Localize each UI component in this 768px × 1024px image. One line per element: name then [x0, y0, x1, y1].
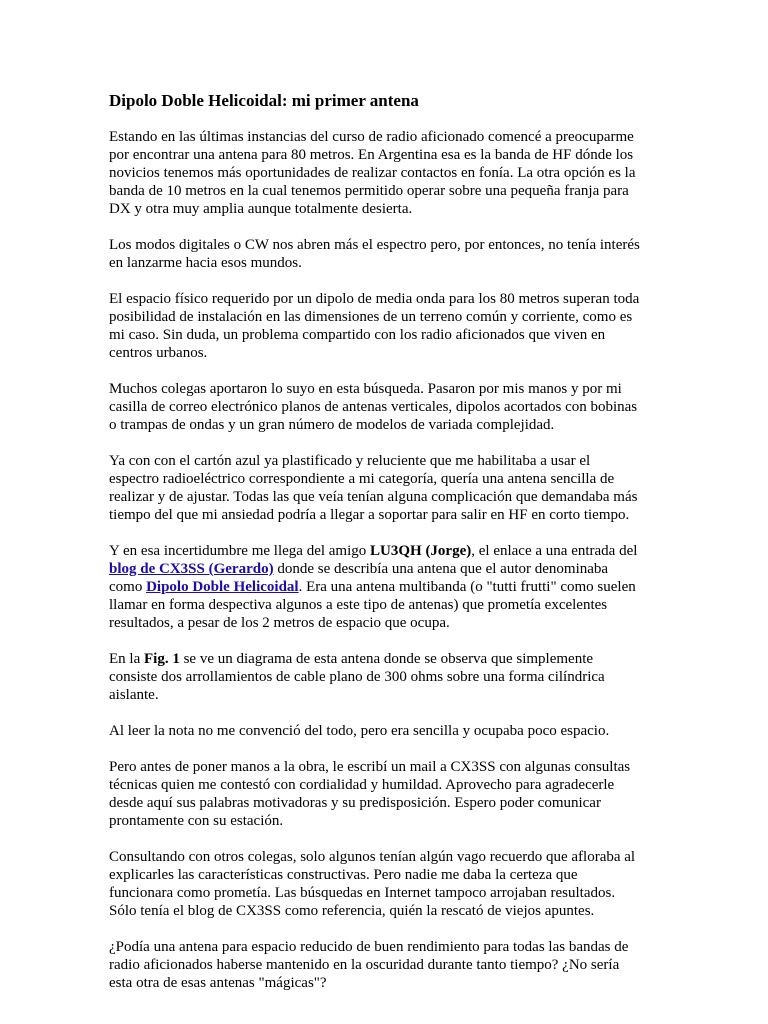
text-line: Al leer la nota no me convenció del todo, pero era sencilla y ocupaba poco espacio. [109, 723, 610, 739]
paragraph-4 [109, 380, 759, 434]
text-line: casilla de correo electrónico planos de antenas verticales, dipolos acortados con bobinas [109, 399, 638, 415]
text-line: consiste dos arrollamientos de cable plano de 300 ohms sobre una forma cilíndrica [109, 669, 605, 685]
paragraph-9 [109, 758, 759, 830]
text-segment: En la [109, 651, 144, 667]
document-title: Dipolo Doble Helicoidal: mi primer antena [109, 91, 419, 110]
paragraph-11 [109, 938, 759, 992]
text-line: banda de 10 metros en la cual tenemos permitido operar sobre una pequeña franja para [109, 183, 629, 199]
text-line: Ya con con el cartón azul ya plastificado y reluciente que me habilitaba a usar el [109, 453, 591, 469]
text-segment: Y en esa incertidumbre me llega del amigo [109, 543, 371, 559]
text-line: desde aquí sus palabras motivadoras y su predisposición. Espero poder comunicar [109, 795, 601, 811]
text-segment: donde se describía una antena que el autor denominaba [273, 561, 609, 577]
paragraph-3 [109, 290, 759, 362]
text-line [109, 650, 759, 668]
text-segment: se ve un diagrama de esta antena donde se observa que simplemente [179, 651, 594, 667]
link-dipolo-doble-helicoidal[interactable]: Dipolo Doble Helicoidal [146, 579, 299, 595]
text-line: Los modos digitales o CW nos abren más el espectro pero, por entonces, no tenía interés [109, 237, 640, 253]
text-line: Estando en las últimas instancias del curso de radio aficionado comencé a preocuparme [109, 129, 634, 145]
paragraph-6 [109, 542, 759, 632]
paragraph-8 [109, 722, 759, 740]
text-line: novicios tenemos más oportunidades de realizar contactos en fonía. La otra opción es la [109, 165, 636, 181]
text-line: en lanzarme hacia esos mundos. [109, 255, 302, 271]
text-line: ¿Podía una antena para espacio reducido de buen rendimiento para todas las bandas de [109, 939, 629, 955]
text-line: Muchos colegas aportaron lo suyo en esta búsqueda. Pasaron por mis manos y por mi [109, 381, 622, 397]
text-line: técnicas quien me contestó con cordialidad y humildad. Aprovecho para agradecerle [109, 777, 615, 793]
text-line [109, 578, 759, 596]
text-segment: , el enlace a una entrada del [471, 543, 638, 559]
text-line: prontamente con su estación. [109, 813, 284, 829]
text-line [109, 542, 759, 560]
text-line: posibilidad de instalación en las dimensiones de un terreno común y corriente, como es [109, 309, 633, 325]
text-segment: . Era una antena multibanda (o "tutti frutti" como suelen [298, 579, 636, 595]
text-line: resultados, a pesar de los 2 metros de espacio que ocupa. [109, 615, 450, 631]
text-line: esta otra de esas antenas "mágicas"? [109, 975, 327, 991]
text-line [109, 560, 759, 578]
text-line: El espacio físico requerido por un dipolo de media onda para los 80 metros superan toda [109, 291, 640, 307]
text-line: tiempo del que mi ansiedad podría a llegar a soportar para salir en HF en corto tiempo. [109, 507, 630, 523]
paragraph-10 [109, 848, 759, 920]
figure-reference: Fig. 1 [144, 651, 180, 667]
text-line: centros urbanos. [109, 345, 208, 361]
text-line: mi caso. Sin duda, un problema compartido con los radio aficionados que viven en [109, 327, 606, 343]
text-line: Sólo tenía el blog de CX3SS como referencia, quién la rescató de viejos apuntes. [109, 903, 595, 919]
link-blog-cx3ss[interactable]: blog de CX3SS (Gerardo) [109, 561, 274, 577]
text-line: DX y otra muy amplia aunque totalmente desierta. [109, 201, 413, 217]
text-line: o trampas de ondas y un gran número de modelos de variada complejidad. [109, 417, 555, 433]
text-line: Consultando con otros colegas, solo algunos tenían algún vago recuerdo que afloraba al [109, 849, 636, 865]
paragraph-2 [109, 236, 759, 272]
text-line: funcionara como prometía. Las búsquedas en Internet tampoco arrojaban resultados. [109, 885, 616, 901]
callsign-lu3qh: LU3QH (Jorge) [370, 543, 472, 559]
text-line: espectro radioeléctrico correspondiente a mi categoría, quería una antena sencilla de [109, 471, 615, 487]
text-line: realizar y de ajustar. Todas las que veía tenían alguna complicación que demandaba más [109, 489, 638, 505]
text-line: Pero antes de poner manos a la obra, le escribí un mail a CX3SS con algunas consultas [109, 759, 631, 775]
text-line: llamar en forma despectiva algunos a este tipo de antenas) que prometía excelentes [109, 597, 608, 613]
text-line: explicarles las características constructivas. Pero nadie me daba la certeza que [109, 867, 578, 883]
text-line: por encontrar una antena para 80 metros. En Argentina esa es la banda de HF dónde los [109, 147, 634, 163]
document-page [109, 90, 759, 1010]
paragraph-7 [109, 650, 759, 704]
paragraph-1 [109, 128, 759, 218]
paragraph-5 [109, 452, 759, 524]
text-line: radio aficionados haberse mantenido en la oscuridad durante tanto tiempo? ¿No sería [109, 957, 620, 973]
text-line: aislante. [109, 687, 159, 703]
text-segment: como [109, 579, 147, 595]
